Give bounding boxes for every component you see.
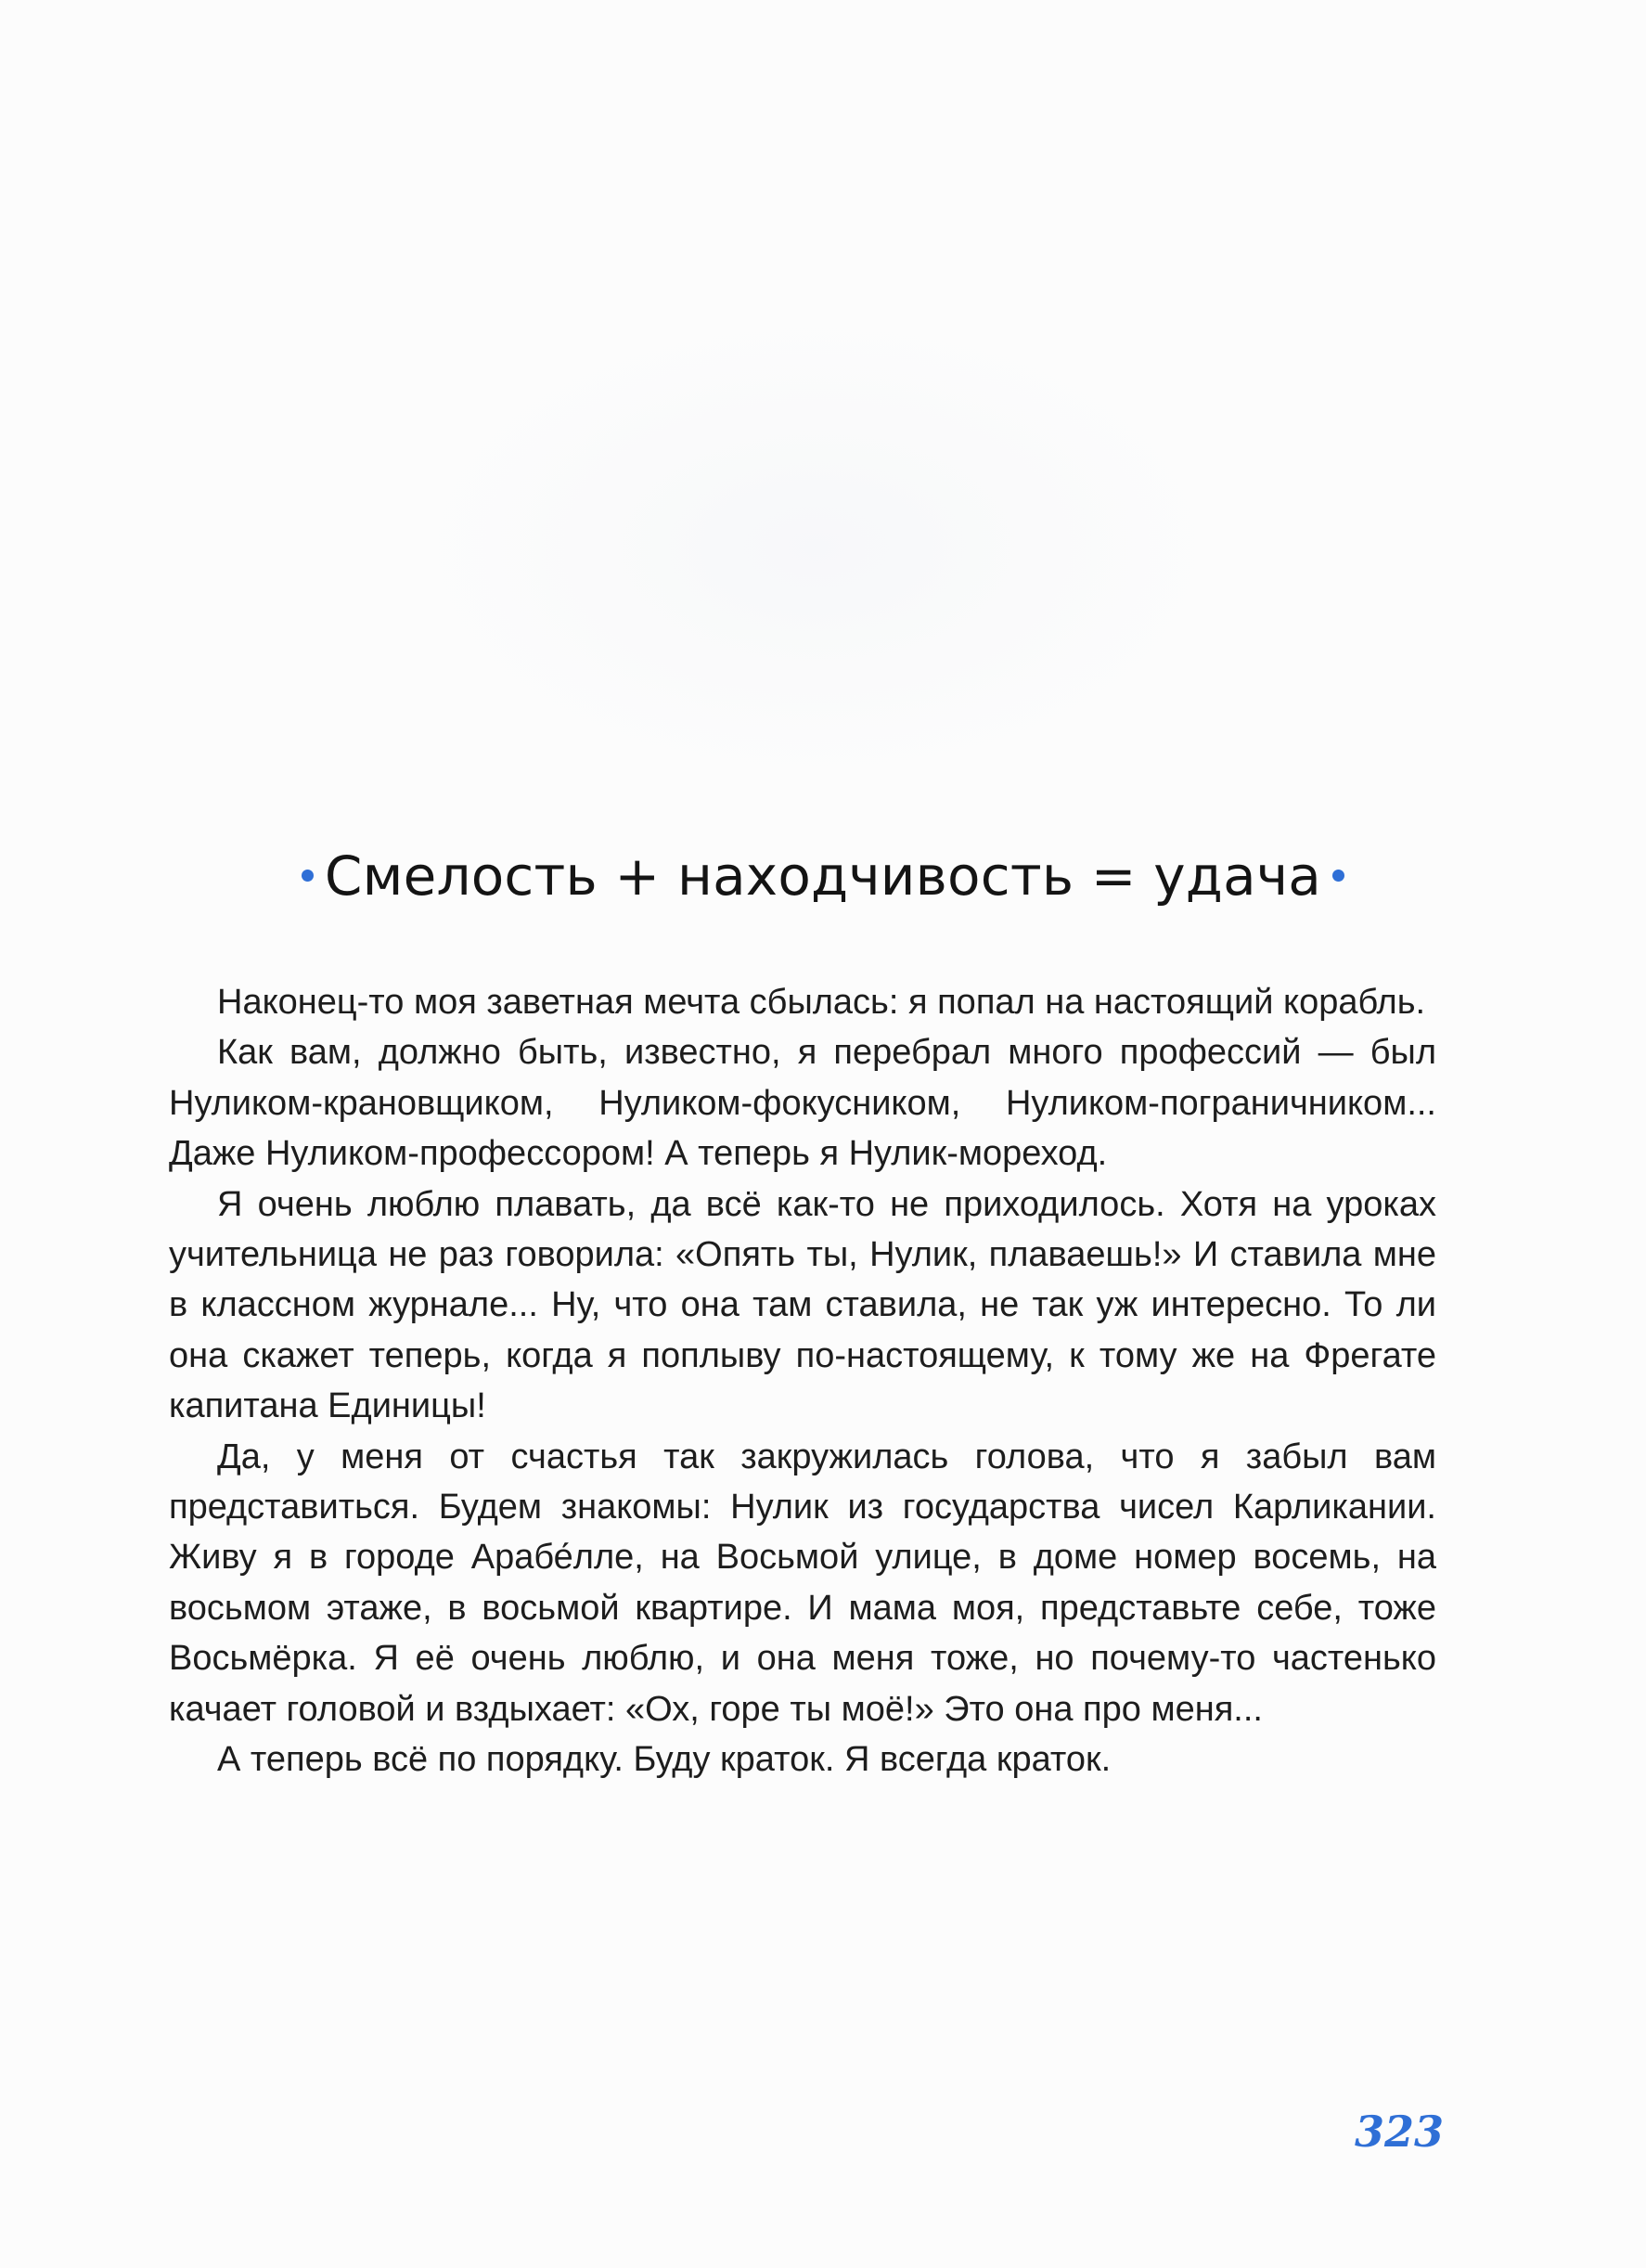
paragraph: Наконец-то моя заветная мечта сбылась: я попал на настоящий корабль. xyxy=(217,983,1426,1022)
chapter-title-text: Смелость + находчивость = удача xyxy=(324,844,1322,908)
title-left-bullet-icon xyxy=(302,870,314,882)
faded-illustration-bleedthrough xyxy=(399,306,1234,789)
title-right-bullet-icon xyxy=(1332,870,1344,882)
chapter-body xyxy=(169,977,1436,1785)
chapter-title xyxy=(0,844,1646,908)
paragraph: А теперь всё по порядку. Буду краток. Я всегда краток. xyxy=(217,1740,1112,1780)
paragraph: Как вам, должно быть, известно, я перебрал много профессий — был Нуликом-крановщиком, Нуликом-фокусником, Нуликом-пограничником... Даже Нуликом-профессором! А теперь я Нулик-мореход. xyxy=(169,1033,1436,1174)
paragraph: Да, у меня от счастья так закружилась голова, что я забыл вам представиться. Будем знакомы: Нулик из государства чисел Карликании. Живу я в городе Арабе́лле, на Восьмой улице, в доме номер восемь, на восьмом этаже, в восьмой квартире. И мама моя, представьте себе, тоже Восьмёрка. Я её очень люблю, и она меня тоже, но почему-то частенько качает головой и вздыхает: «Ох, горе ты моё!» Это она про меня... xyxy=(169,1437,1436,1729)
paragraph: Я очень люблю плавать, да всё как-то не приходилось. Хотя на уроках учительница не раз говорила: «Опять ты, Нулик, плаваешь!» И ставила мне в классном журнале... Ну, что она там ставила, не так уж интересно. То ли она скажет теперь, когда я поплыву по-настоящему, к тому же на Фрегате капитана Единицы! xyxy=(169,1184,1436,1426)
page-number: 323 xyxy=(1355,2107,1445,2157)
